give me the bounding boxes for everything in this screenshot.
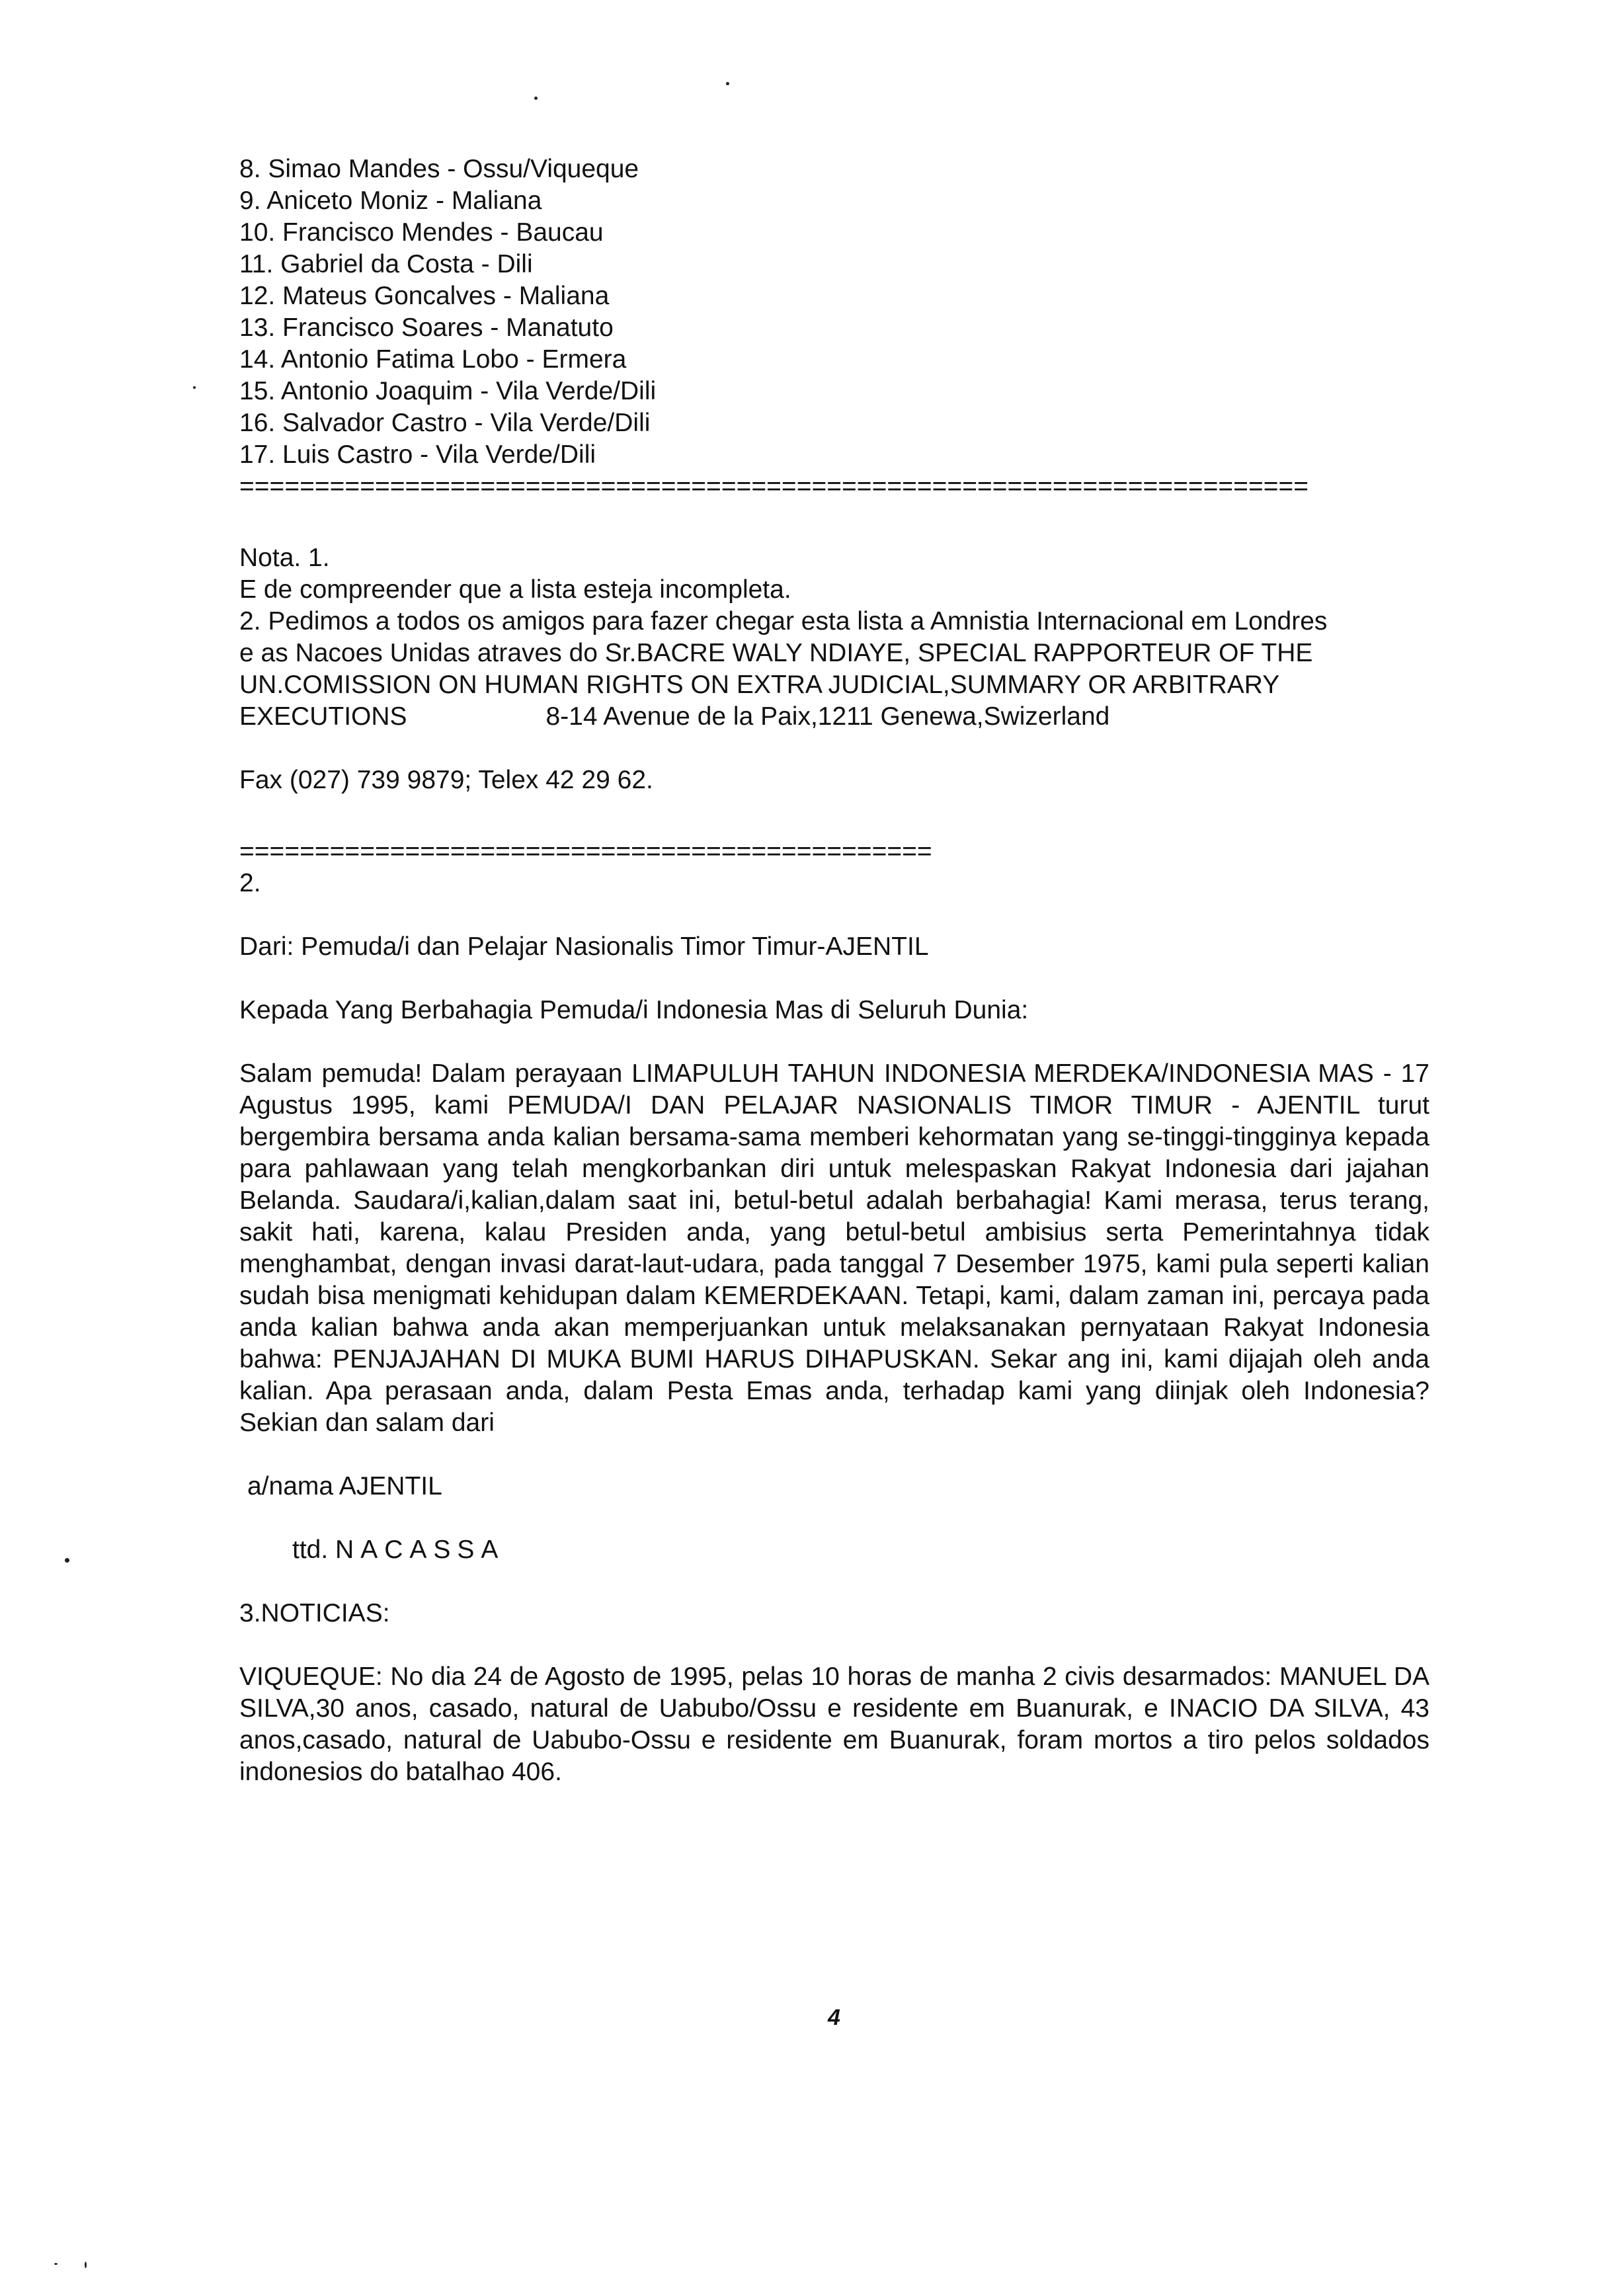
letter-body: Salam pemuda! Dalam perayaan LIMAPULUH TAHUN INDONESIA MERDEKA/INDONESIA MAS - 17 Agustus 1995, kami PEMUDA/I DAN PELAJAR NASIONALIS TIMOR TIMUR - AJENTIL turut bergembira bersama anda kalian bersama-sama memberi kehormatan yang se-tinggi-tingginya kepada para pahlawaan yang telah mengkorbankan diri untuk melespaskan Rakyat Indonesia dari jajahan Belanda. Saudara/i,kalian,dalam saat ini, betul-betul adalah berbahagia! Kami merasa, terus terang, sakit hati, karena, kalau Presiden anda, yang betul-betul ambisius serta Pemerintahnya tidak menghambat, dengan invasi darat-laut-udara, pada tanggal 7 Desember 1975, kami pula seperti kalian sudah bisa menigmati kehidupan dalam KEMERDEKAAN. Tetapi, kami, dalam zaman ini, percaya pada anda kalian bahwa anda akan memperjuankan untuk melaksanakan pernyataan Rakyat Indonesia bahwa: PENJAJAHAN DI MUKA BUMI HARUS DIHAPUSKAN. Sekar ang ini, kami dijajah oleh anda kalian. Apa perasaan anda, dalam Pesta Emas anda, terhadap kami yang diinjak oleh Indonesia? Sekian dan salam dari bbox=[239, 1059, 1429, 1437]
section3-heading: 3.NOTICIAS: bbox=[239, 1599, 390, 1627]
scan-speck bbox=[65, 1558, 69, 1563]
scan-speck bbox=[534, 97, 538, 100]
fax-telex: Fax (027) 739 9879; Telex 42 29 62. bbox=[239, 766, 653, 794]
scan-speck bbox=[54, 2263, 58, 2265]
nota-line bbox=[239, 701, 1449, 733]
list-item: 12. Mateus Goncalves - Maliana bbox=[239, 282, 610, 310]
list-item: 10. Francisco Mendes - Baucau bbox=[239, 218, 604, 247]
list-item: 11. Gabriel da Costa - Dili bbox=[239, 250, 533, 278]
signature-name: NACASSA bbox=[335, 1536, 505, 1564]
victim-list bbox=[239, 153, 1449, 471]
list-item: 15. Antonio Joaquim - Vila Verde/Dili bbox=[239, 377, 657, 405]
nota-line: e as Nacoes Unidas atraves do Sr.BACRE WALY NDIAYE, SPECIAL RAPPORTEUR OF THE bbox=[239, 639, 1313, 667]
letter-to: Kepada Yang Berbahagia Pemuda/i Indonesia Mas di Seluruh Dunia: bbox=[239, 996, 1029, 1024]
news-item: VIQUEQUE: No dia 24 de Agosto de 1995, pelas 10 horas de manha 2 civis desarmados: MANUEL DA SILVA,30 anos, casado, natural de Uabubo/Ossu e residente em Buanurak, e INACIO DA SILVA, 43 anos,casado, natural de Uabubo-Ossu e residente em Buanurak, foram mortos a tiro pelos soldados indonesios do batalhao 406. bbox=[239, 1662, 1429, 1786]
letter-signoff: a/nama AJENTIL bbox=[247, 1472, 442, 1500]
list-item: 13. Francisco Soares - Manatuto bbox=[239, 313, 614, 342]
executions-label: EXECUTIONS bbox=[239, 702, 407, 731]
section-number: 2. bbox=[239, 869, 261, 897]
document-body bbox=[239, 153, 1449, 1788]
letter-from: Dari: Pemuda/i dan Pelajar Nasionalis Timor Timur-AJENTIL bbox=[239, 932, 929, 961]
list-item: 16. Salvador Castro - Vila Verde/Dili bbox=[239, 409, 651, 437]
nota-line: E de compreender que a lista esteja incompleta. bbox=[239, 575, 791, 604]
separator-short: ============================================== bbox=[239, 837, 932, 866]
list-item: 9. Aniceto Moniz - Maliana bbox=[239, 186, 542, 215]
list-item: 14. Antonio Fatima Lobo - Ermera bbox=[239, 345, 627, 374]
nota-title: Nota. 1. bbox=[239, 544, 330, 572]
list-item: 17. Luis Castro - Vila Verde/Dili bbox=[239, 440, 596, 469]
nota-block bbox=[239, 542, 1449, 796]
separator-long: ======================================================================= bbox=[239, 472, 1309, 501]
signature-prefix: ttd. bbox=[292, 1536, 329, 1564]
geneva-address: 8-14 Avenue de la Paix,1211 Genewa,Swizerland bbox=[545, 702, 1110, 731]
page-number: 4 bbox=[828, 2005, 840, 2030]
nota-line: 2. Pedimos a todos os amigos para fazer chegar esta lista a Amnistia Internacional em Londres bbox=[239, 607, 1328, 636]
nota-line: UN.COMISSION ON HUMAN RIGHTS ON EXTRA JUDICIAL,SUMMARY OR ARBITRARY bbox=[239, 671, 1280, 699]
scan-speck bbox=[85, 2262, 87, 2268]
list-item: 8. Simao Mandes - Ossu/Viqueque bbox=[239, 155, 639, 183]
letter-signature bbox=[239, 1534, 1449, 1566]
scan-speck bbox=[726, 82, 729, 85]
scan-speck bbox=[193, 386, 196, 389]
